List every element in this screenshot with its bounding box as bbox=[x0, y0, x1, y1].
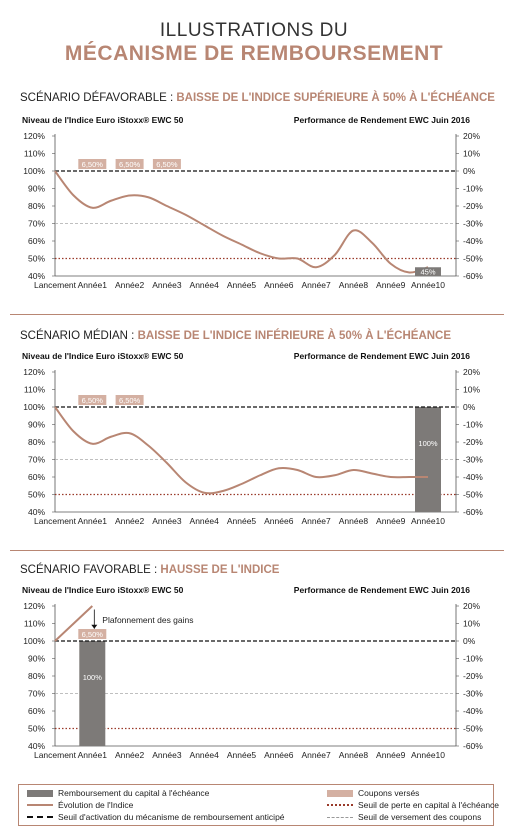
left-tick-label: 110% bbox=[23, 384, 45, 395]
left-tick-label: 100% bbox=[23, 636, 45, 646]
legend-capital-label: Remboursement du capital à l'échéance bbox=[58, 788, 210, 798]
x-tick-label: Année3 bbox=[152, 280, 182, 290]
left-tick-label: 120% bbox=[23, 367, 45, 377]
left-tick-label: 80% bbox=[27, 671, 45, 681]
left-tick-label: 110% bbox=[23, 148, 45, 159]
x-tick-label: Lancement bbox=[33, 516, 77, 526]
right-tick-label: 10% bbox=[463, 618, 481, 629]
annotation-label: Plafonnement des gains bbox=[102, 615, 194, 625]
left-tick-label: 50% bbox=[27, 253, 45, 264]
scenario-title-1 bbox=[20, 92, 495, 104]
annotation-arrow-head bbox=[91, 625, 97, 629]
x-tick-label: Année9 bbox=[376, 750, 406, 760]
legend-loss-threshold bbox=[327, 800, 499, 810]
scenario-title-2-highlight: BAISSE DE L'INDICE INFÉRIEURE À 50% À L'ÉCHÉANCE bbox=[137, 330, 452, 342]
x-tick-label: Année4 bbox=[189, 750, 219, 760]
right-tick-label: -50% bbox=[463, 253, 483, 264]
x-tick-label: Année2 bbox=[114, 516, 145, 526]
x-tick-label: Année4 bbox=[189, 516, 219, 526]
chart-median bbox=[0, 346, 508, 536]
left-tick-label: 40% bbox=[27, 741, 45, 751]
legend-capital-swatch bbox=[27, 790, 53, 797]
right-tick-label: -40% bbox=[463, 236, 483, 246]
scenario-title-1-highlight: BAISSE DE L'INDICE SUPÉRIEURE À 50% À L'ÉCHÉANCE bbox=[176, 92, 495, 104]
separator-2 bbox=[10, 550, 504, 551]
right-tick-label: -20% bbox=[463, 437, 483, 447]
right-tick-label: 0% bbox=[463, 636, 476, 646]
x-tick-label: Année6 bbox=[264, 280, 294, 290]
left-tick-label: 80% bbox=[27, 201, 45, 211]
right-tick-label: -10% bbox=[463, 183, 483, 194]
x-tick-label: Année5 bbox=[226, 280, 257, 290]
right-tick-label: 10% bbox=[463, 384, 481, 395]
scenario-title-3-prefix: SCÉNARIO FAVORABLE : bbox=[20, 564, 161, 576]
separator-1 bbox=[10, 314, 504, 315]
right-tick-label: -30% bbox=[463, 454, 483, 465]
x-tick-label: Année7 bbox=[301, 280, 331, 290]
left-tick-label: 70% bbox=[27, 454, 45, 465]
legend-loss-threshold-label: Seuil de perte en capital à l'échéance bbox=[358, 800, 500, 810]
right-tick-label: -60% bbox=[463, 507, 483, 517]
x-tick-label: Lancement bbox=[33, 750, 77, 760]
x-tick-label: Année1 bbox=[77, 516, 107, 526]
x-tick-label: Année1 bbox=[77, 280, 107, 290]
legend-coupon-threshold-label: Seuil de versement des coupons bbox=[358, 812, 482, 822]
legend-evolution-label: Évolution de l'Indice bbox=[58, 800, 134, 810]
right-tick-label: 0% bbox=[463, 166, 476, 176]
scenario-title-1-prefix: SCÉNARIO DÉFAVORABLE : bbox=[20, 92, 177, 104]
right-tick-label: -50% bbox=[463, 723, 483, 734]
x-tick-label: Année9 bbox=[376, 516, 406, 526]
legend-coupon-threshold bbox=[327, 812, 481, 822]
right-tick-label: -30% bbox=[463, 218, 483, 229]
chart-defavorable bbox=[0, 110, 508, 300]
left-tick-label: 70% bbox=[27, 688, 45, 699]
legend-loss-threshold-swatch bbox=[327, 804, 353, 806]
capital-bar-label: 100% bbox=[82, 672, 102, 682]
legend bbox=[18, 784, 500, 826]
left-tick-label: 120% bbox=[23, 131, 45, 141]
coupon-label: 6,50% bbox=[81, 160, 103, 169]
legend-autocall bbox=[27, 812, 285, 822]
legend-coupons-label: Coupons versés bbox=[358, 788, 420, 798]
right-tick-label: -60% bbox=[463, 271, 483, 281]
right-axis-title: Performance de Rendement EWC Juin 2016 bbox=[293, 585, 470, 595]
left-tick-label: 60% bbox=[27, 472, 45, 482]
right-tick-label: -10% bbox=[463, 653, 483, 664]
right-tick-label: 10% bbox=[463, 148, 481, 159]
legend-capital bbox=[27, 788, 209, 798]
scenario-title-3-highlight: HAUSSE DE L'INDICE bbox=[160, 564, 280, 576]
capital-bar-label: 100% bbox=[418, 438, 438, 448]
right-tick-label: -20% bbox=[463, 671, 483, 681]
right-tick-label: -40% bbox=[463, 472, 483, 482]
left-axis-title: Niveau de l'Indice Euro iStoxx® EWC 50 bbox=[22, 351, 184, 361]
right-tick-label: 20% bbox=[463, 601, 481, 611]
legend-autocall-label: Seuil d'activation du mécanisme de remboursement anticipé bbox=[58, 812, 285, 822]
legend-evolution bbox=[27, 800, 133, 810]
left-tick-label: 70% bbox=[27, 218, 45, 229]
left-tick-label: 40% bbox=[27, 271, 45, 281]
coupon-label: 6,50% bbox=[118, 160, 141, 169]
left-tick-label: 80% bbox=[27, 437, 45, 447]
legend-coupons bbox=[327, 788, 419, 798]
scenario-title-2 bbox=[20, 330, 451, 342]
legend-coupon-threshold-swatch bbox=[327, 817, 353, 818]
left-tick-label: 90% bbox=[27, 419, 45, 430]
legend-coupons-swatch bbox=[327, 790, 353, 797]
right-tick-label: -20% bbox=[463, 201, 483, 211]
right-tick-label: -50% bbox=[463, 489, 483, 500]
left-tick-label: 40% bbox=[27, 507, 45, 517]
coupon-label: 6,50% bbox=[118, 396, 141, 405]
x-tick-label: Année4 bbox=[189, 280, 219, 290]
x-tick-label: Année3 bbox=[152, 750, 182, 760]
coupon-label: 6,50% bbox=[81, 630, 103, 639]
left-tick-label: 90% bbox=[27, 183, 45, 194]
x-tick-label: Année10 bbox=[410, 516, 446, 526]
x-tick-label: Année7 bbox=[301, 750, 331, 760]
x-tick-label: Année6 bbox=[264, 516, 294, 526]
x-tick-label: Année5 bbox=[226, 516, 257, 526]
right-tick-label: -10% bbox=[463, 419, 483, 430]
coupon-label: 6,50% bbox=[81, 396, 103, 405]
scenario-title-2-prefix: SCÉNARIO MÉDIAN : bbox=[20, 330, 138, 342]
legend-autocall-swatch bbox=[27, 816, 53, 818]
x-tick-label: Année2 bbox=[114, 750, 145, 760]
right-tick-label: -60% bbox=[463, 741, 483, 751]
right-tick-label: 0% bbox=[463, 402, 476, 412]
header-line2: MÉCANISME DE REMBOURSEMENT bbox=[64, 42, 444, 65]
right-axis-title: Performance de Rendement EWC Juin 2016 bbox=[293, 115, 470, 125]
x-tick-label: Année9 bbox=[376, 280, 406, 290]
left-tick-label: 120% bbox=[23, 601, 45, 611]
left-axis-title: Niveau de l'Indice Euro iStoxx® EWC 50 bbox=[22, 585, 184, 595]
index-evolution-line bbox=[55, 407, 428, 493]
left-tick-label: 50% bbox=[27, 489, 45, 500]
coupon-label: 6,50% bbox=[156, 160, 178, 169]
x-tick-label: Lancement bbox=[33, 280, 77, 290]
left-tick-label: 60% bbox=[27, 236, 45, 246]
x-tick-label: Année1 bbox=[77, 750, 107, 760]
x-tick-label: Année7 bbox=[301, 516, 331, 526]
left-tick-label: 100% bbox=[23, 402, 45, 412]
x-tick-label: Année8 bbox=[338, 280, 369, 290]
x-tick-label: Année8 bbox=[338, 516, 369, 526]
x-tick-label: Année8 bbox=[338, 750, 369, 760]
left-tick-label: 100% bbox=[23, 166, 45, 176]
x-tick-label: Année3 bbox=[152, 516, 182, 526]
capital-bar bbox=[79, 641, 105, 746]
final-value-label: 45% bbox=[420, 267, 436, 277]
left-tick-label: 60% bbox=[27, 706, 45, 716]
x-tick-label: Année6 bbox=[264, 750, 294, 760]
scenario-title-3 bbox=[20, 564, 279, 576]
left-axis-title: Niveau de l'Indice Euro iStoxx® EWC 50 bbox=[22, 115, 184, 125]
left-tick-label: 50% bbox=[27, 723, 45, 734]
header-line1: ILLUSTRATIONS DU bbox=[159, 20, 349, 41]
x-tick-label: Année10 bbox=[410, 280, 446, 290]
index-evolution-line bbox=[55, 171, 428, 273]
right-tick-label: -40% bbox=[463, 706, 483, 716]
right-tick-label: 20% bbox=[463, 131, 481, 141]
right-tick-label: 20% bbox=[463, 367, 481, 377]
right-axis-title: Performance de Rendement EWC Juin 2016 bbox=[293, 351, 470, 361]
left-tick-label: 90% bbox=[27, 653, 45, 664]
x-tick-label: Année5 bbox=[226, 750, 257, 760]
capital-bar bbox=[415, 407, 441, 512]
x-tick-label: Année2 bbox=[114, 280, 145, 290]
x-tick-label: Année10 bbox=[410, 750, 446, 760]
chart-favorable bbox=[0, 580, 508, 770]
right-tick-label: -30% bbox=[463, 688, 483, 699]
legend-evolution-swatch bbox=[27, 804, 53, 806]
left-tick-label: 110% bbox=[23, 618, 45, 629]
